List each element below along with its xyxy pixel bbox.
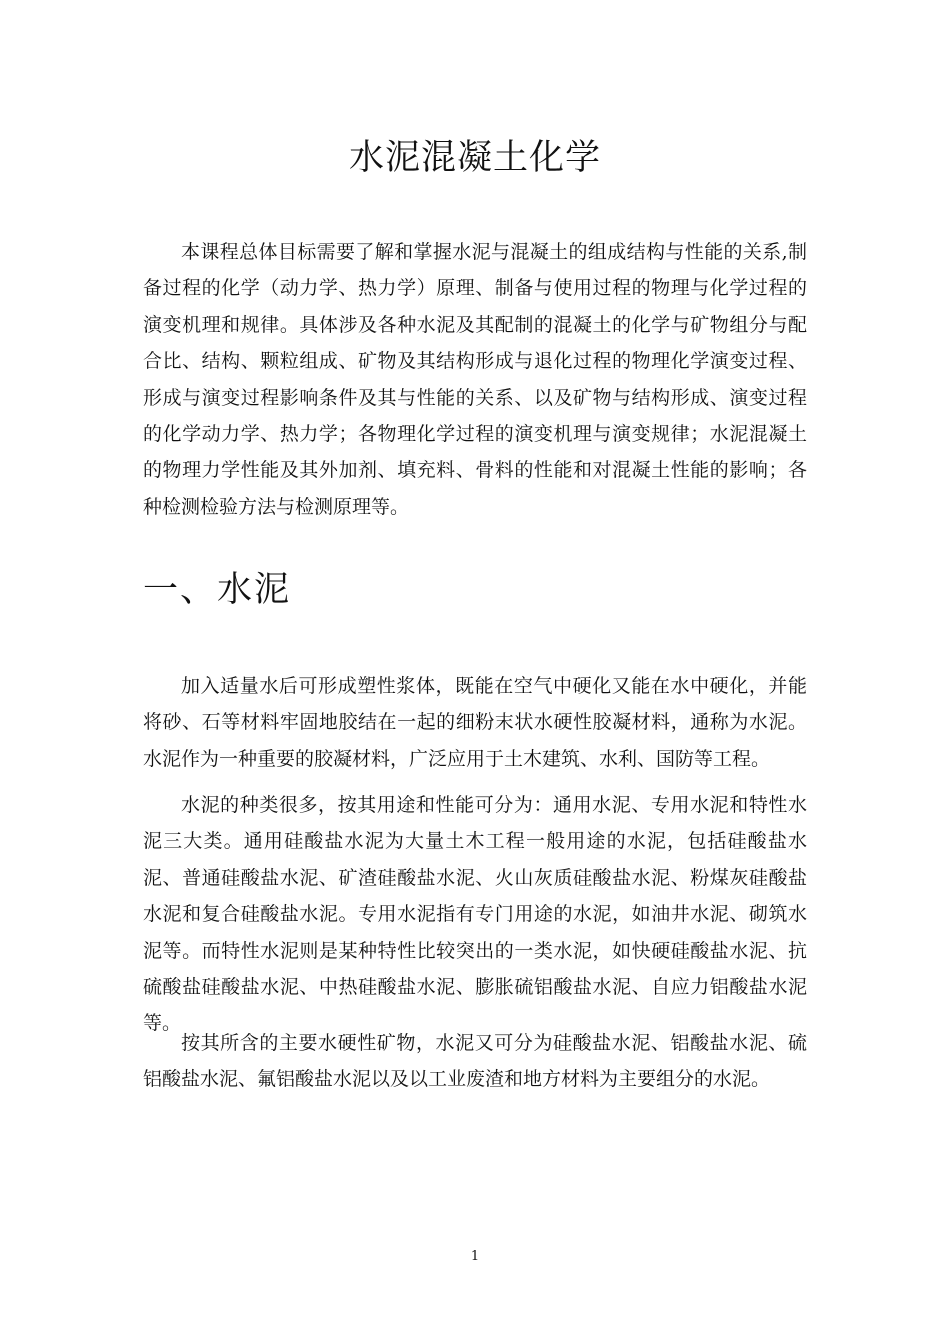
body-paragraph: 水泥的种类很多，按其用途和性能可分为：通用水泥、专用水泥和特性水泥三大类。通用硅酸盐水泥为大量土木工程一般用途的水泥，包括硅酸盐水泥、普通硅酸盐水泥、矿渣硅酸盐水泥、火山灰质硅酸盐水泥、粉煤灰硅酸盐水泥和复合硅酸盐水泥。专用水泥指有专门用途的水泥，如油井水泥、砌筑水泥等。而特性水泥则是某种特性比较突出的一类水泥，如快硬硅酸盐水泥、抗硫酸盐硅酸盐水泥、中热硅酸盐水泥、膨胀硫铝酸盐水泥、自应力铝酸盐水泥等。 bbox=[143, 794, 807, 1035]
body-paragraph: 加入适量水后可形成塑性浆体，既能在空气中硬化又能在水中硬化，并能将砂、石等材料牢固地胶结在一起的细粉末状水硬性胶凝材料，通称为水泥。水泥作为一种重要的胶凝材料，广泛应用于土木建筑、水利、国防等工程。 bbox=[143, 675, 807, 770]
page-number: 1 bbox=[470, 1249, 480, 1264]
intro-paragraph: 本课程总体目标需要了解和掌握水泥与混凝土的组成结构与性能的关系,制备过程的化学（动力学、热力学）原理、制备与使用过程的物理与化学过程的演变机理和规律。具体涉及各种水泥及其配制的混凝土的化学与矿物组分与配合比、结构、颗粒组成、矿物及其结构形成与退化过程的物理化学演变过程、形成与演变过程影响条件及其与性能的关系、以及矿物与结构形成、演变过程的化学动力学、热力学；各物理化学过程的演变机理与演变规律；水泥混凝土的物理力学性能及其外加剂、填充料、骨料的性能和对混凝土性能的影响；各种检测检验方法与检测原理等。 bbox=[143, 241, 807, 518]
section-heading-cement: 一、水泥 bbox=[143, 570, 292, 610]
document-title: 水泥混凝土化学 bbox=[348, 138, 601, 178]
body-paragraph: 按其所含的主要水硬性矿物，水泥又可分为硅酸盐水泥、铝酸盐水泥、硫铝酸盐水泥、氟铝酸盐水泥以及以工业废渣和地方材料为主要组分的水泥。 bbox=[143, 1032, 807, 1091]
